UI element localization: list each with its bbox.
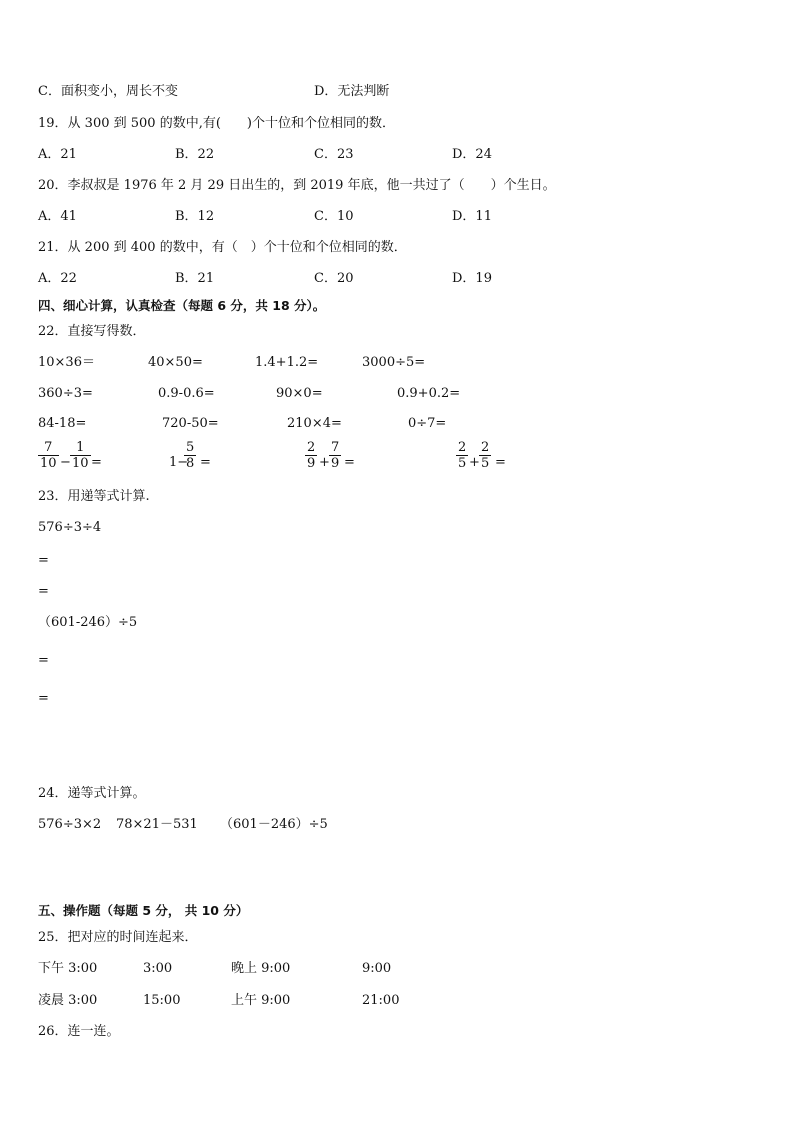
q22-stem: 22．直接写得数． bbox=[38, 324, 146, 339]
q22-r2c3: 90×0= bbox=[276, 386, 323, 401]
q23-eq-2: = bbox=[38, 584, 49, 599]
q23-expr-1: 576÷3÷4 bbox=[38, 520, 102, 535]
frac-denominator: 8 bbox=[186, 456, 195, 471]
q22-eq-1: = bbox=[91, 455, 102, 470]
q21-option-a: A．22 bbox=[38, 271, 77, 286]
q25-r1c2: 3:00 bbox=[143, 961, 173, 976]
q22-frac-4a bbox=[456, 440, 468, 471]
q25-r2c4: 21:00 bbox=[362, 993, 400, 1008]
frac-denominator: 5 bbox=[458, 456, 467, 471]
frac-numerator: 2 bbox=[307, 440, 316, 455]
q20-option-d: D．11 bbox=[452, 209, 492, 224]
q20-stem: 20．李叔叔是 1976 年 2 月 29 日出生的，到 2019 年底，他一共过了（ ）个生日。 bbox=[38, 178, 556, 193]
q24-stem: 24．递等式计算。 bbox=[38, 786, 146, 801]
q24-expr-2: 78×21－531 bbox=[116, 817, 198, 832]
frac-numerator: 5 bbox=[186, 440, 195, 455]
q22-eq-4: = bbox=[495, 455, 506, 470]
q26-stem: 26．连一连。 bbox=[38, 1024, 120, 1039]
q22-r1c3: 1.4+1.2= bbox=[255, 355, 319, 370]
section-5-title: 五、操作题（每题 5 分， 共 10 分） bbox=[38, 903, 249, 918]
q20-option-b: B．12 bbox=[175, 209, 215, 224]
q22-r3c4: 0÷7= bbox=[408, 416, 447, 431]
frac-denominator: 10 bbox=[40, 456, 57, 471]
section-4-title: 四、细心计算，认真检查（每题 6 分，共 18 分）。 bbox=[38, 298, 326, 313]
q19-option-c: C．23 bbox=[314, 147, 354, 162]
q22-frac-1b bbox=[70, 440, 91, 471]
q22-frac-3b bbox=[329, 440, 341, 471]
q22-r1c2: 40×50= bbox=[148, 355, 203, 370]
frac-numerator: 7 bbox=[331, 440, 340, 455]
q22-r2c1: 360÷3= bbox=[38, 386, 93, 401]
frac-denominator: 10 bbox=[72, 456, 89, 471]
q19-option-d: D．24 bbox=[452, 147, 492, 162]
q25-r2c2: 15:00 bbox=[143, 993, 181, 1008]
q21-option-d: D．19 bbox=[452, 271, 492, 286]
q21-option-c: C．20 bbox=[314, 271, 354, 286]
frac-numerator: 7 bbox=[44, 440, 53, 455]
q25-r2c3: 上午 9:00 bbox=[231, 993, 291, 1008]
q22-op-4: + bbox=[469, 455, 480, 470]
q22-frac-1a bbox=[38, 440, 59, 471]
frac-denominator: 9 bbox=[307, 456, 316, 471]
q22-r1c4: 3000÷5= bbox=[362, 355, 426, 370]
q18-option-c: C．面积变小，周长不变 bbox=[38, 84, 178, 99]
q23-expr-2: （601-246）÷5 bbox=[38, 615, 138, 630]
q22-op-3: + bbox=[319, 455, 330, 470]
q18-option-d: D．无法判断 bbox=[314, 84, 390, 99]
q22-frac-2 bbox=[184, 440, 196, 471]
q21-option-b: B．21 bbox=[175, 271, 215, 286]
q23-stem: 23．用递等式计算. bbox=[38, 489, 150, 504]
q25-r1c3: 晚上 9:00 bbox=[231, 961, 291, 976]
q22-frac-4b bbox=[479, 440, 491, 471]
q22-r1c1: 10×36＝ bbox=[38, 355, 95, 370]
q22-r3c3: 210×4= bbox=[287, 416, 342, 431]
q19-stem: 19．从 300 到 500 的数中,有( )个十位和个位相同的数． bbox=[38, 116, 395, 131]
q25-r2c1: 凌晨 3:00 bbox=[38, 993, 98, 1008]
q25-stem: 25．把对应的时间连起来． bbox=[38, 930, 198, 945]
q19-option-a: A．21 bbox=[38, 147, 77, 162]
q23-eq-1: = bbox=[38, 553, 49, 568]
frac-denominator: 9 bbox=[331, 456, 340, 471]
q22-r2c4: 0.9+0.2= bbox=[397, 386, 461, 401]
q20-option-a: A．41 bbox=[38, 209, 77, 224]
q24-expr-3: （601－246）÷5 bbox=[220, 817, 328, 832]
q20-option-c: C．10 bbox=[314, 209, 354, 224]
frac-numerator: 2 bbox=[481, 440, 490, 455]
q25-r1c4: 9:00 bbox=[362, 961, 392, 976]
q22-r2c2: 0.9-0.6= bbox=[158, 386, 215, 401]
q23-eq-4: = bbox=[38, 691, 49, 706]
q25-r1c1: 下午 3:00 bbox=[38, 961, 98, 976]
q22-eq-3: = bbox=[344, 455, 355, 470]
frac-denominator: 5 bbox=[481, 456, 490, 471]
frac-numerator: 1 bbox=[76, 440, 85, 455]
q22-lead-2: 1− bbox=[169, 455, 189, 470]
q22-eq-2: = bbox=[200, 455, 211, 470]
q24-expr-1: 576÷3×2 bbox=[38, 817, 102, 832]
q22-frac-3a bbox=[305, 440, 317, 471]
q22-op-1: − bbox=[60, 455, 71, 470]
q19-option-b: B．22 bbox=[175, 147, 215, 162]
q21-stem: 21．从 200 到 400 的数中，有（ ）个十位和个位相同的数． bbox=[38, 240, 407, 255]
q23-eq-3: = bbox=[38, 653, 49, 668]
q22-r3c1: 84-18= bbox=[38, 416, 87, 431]
q22-r3c2: 720-50= bbox=[162, 416, 219, 431]
frac-numerator: 2 bbox=[458, 440, 467, 455]
